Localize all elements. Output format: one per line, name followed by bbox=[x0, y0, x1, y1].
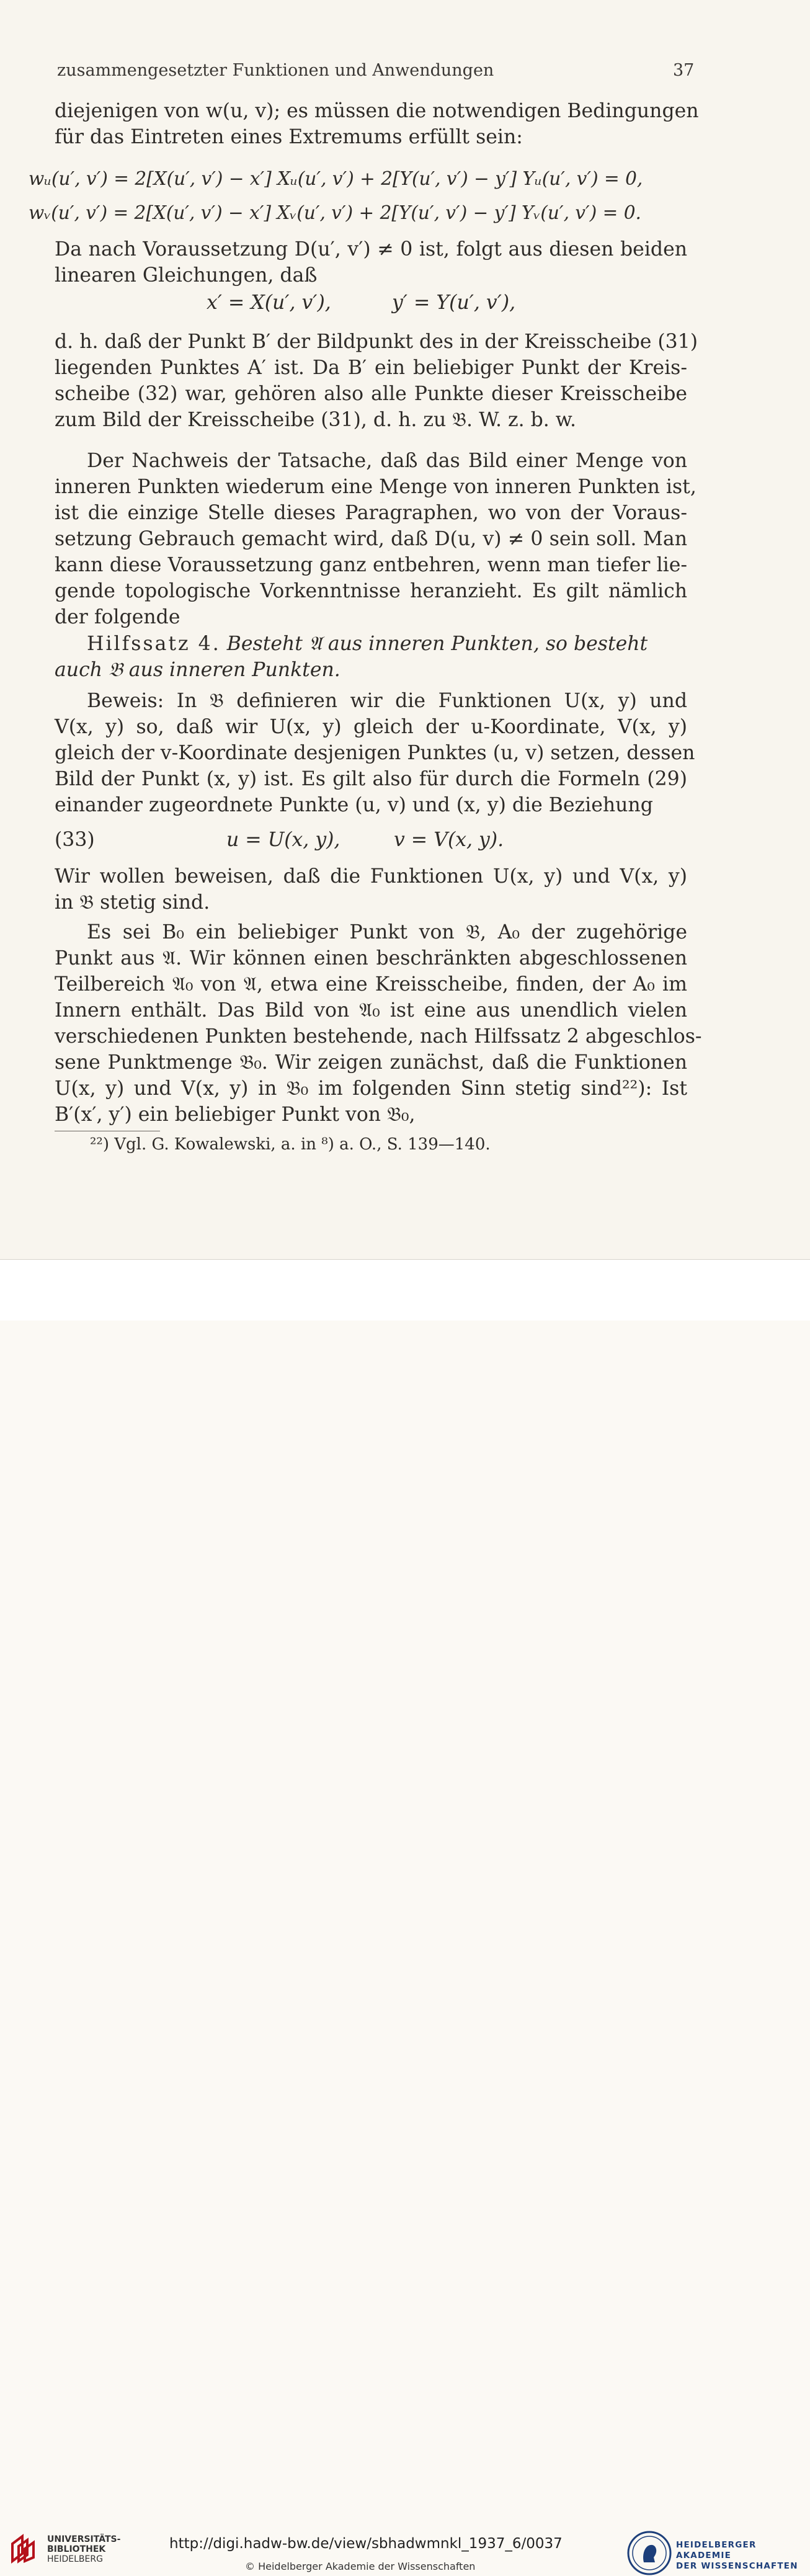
text-line: diejenigen von w(u, v); es müssen die notwendigen Bedingungen bbox=[55, 100, 699, 122]
lemma-label: Hilfssatz 4. bbox=[87, 633, 221, 655]
text-line: in 𝔅 stetig sind. bbox=[55, 891, 210, 914]
text-line: kann diese Voraussetzung ganz entbehren, wenn man tiefer lie- bbox=[55, 554, 687, 576]
text-line: U(x, y) und V(x, y) in 𝔅₀ im folgenden Sinn stetig sind²²): Ist bbox=[55, 1077, 687, 1100]
text-line: Beweis: In 𝔅 definieren wir die Funktionen U(x, y) und bbox=[87, 690, 687, 712]
academy-seal-icon bbox=[626, 2530, 672, 2576]
text-line: ist die einzige Stelle dieses Paragraphen, wo von der Voraus- bbox=[55, 502, 687, 524]
academy-name-line: HEIDELBERGER AKADEMIE bbox=[676, 2540, 757, 2560]
university-library-logo-icon bbox=[9, 2533, 41, 2565]
copyright-notice: © Heidelberger Akademie der Wissenschaften bbox=[245, 2560, 476, 2572]
lemma-text-cont: auch 𝔅 aus inneren Punkten. bbox=[55, 659, 340, 681]
text-line: der folgende bbox=[55, 606, 180, 628]
text-line: scheibe (32) war, gehören also alle Punkte dieser Kreisscheibe bbox=[55, 383, 687, 405]
library-name bbox=[47, 2534, 120, 2564]
text-line: Punkt aus 𝔄. Wir können einen beschränkten abgeschlossenen bbox=[55, 947, 687, 969]
text-line: liegenden Punktes A′ ist. Da B′ ein beliebiger Punkt der Kreis- bbox=[55, 357, 687, 379]
text-line: Teilbereich 𝔄₀ von 𝔄, etwa eine Kreisscheibe, finden, der A₀ im bbox=[55, 973, 687, 996]
text-line: V(x, y) so, daß wir U(x, y) gleich der u-Koordinate, V(x, y) bbox=[55, 716, 687, 738]
text-line: Innern enthält. Das Bild von 𝔄₀ ist eine aus unendlich vielen bbox=[55, 999, 687, 1022]
text-line: verschiedenen Punkten bestehende, nach Hilfssatz 2 abgeschlos- bbox=[55, 1025, 702, 1048]
library-name-line: HEIDELBERG bbox=[47, 2554, 103, 2564]
text-line: d. h. daß der Punkt B′ der Bildpunkt des in der Kreisscheibe (31) bbox=[55, 331, 698, 353]
text-line: für das Eintreten eines Extremums erfüllt sein: bbox=[55, 126, 523, 148]
library-name-line: BIBLIOTHEK bbox=[47, 2544, 106, 2554]
lemma-line bbox=[87, 631, 687, 657]
lemma-text: Besteht 𝔄 aus inneren Punkten, so besteht bbox=[226, 633, 648, 655]
text-line: linearen Gleichungen, daß bbox=[55, 264, 318, 287]
equation-number: (33) bbox=[55, 829, 95, 851]
text-line: B′(x′, y′) ein beliebiger Punkt von 𝔅₀, bbox=[55, 1103, 416, 1126]
equation-v: v = V(x, y). bbox=[394, 829, 504, 851]
text-line: Der Nachweis der Tatsache, daß das Bild einer Menge von bbox=[87, 450, 687, 472]
equation-x: x′ = X(u′, v′), bbox=[207, 292, 331, 314]
text-line: sene Punktmenge 𝔅₀. Wir zeigen zunächst, daß die Funktionen bbox=[55, 1051, 687, 1074]
running-title: zusammengesetzter Funktionen und Anwendungen bbox=[57, 61, 494, 80]
footnote: ²²) Vgl. G. Kowalewski, a. in ⁸) a. O., S. 139—140. bbox=[90, 1135, 491, 1154]
footer-bar bbox=[0, 1259, 810, 2572]
text-line: Bild der Punkt (x, y) ist. Es gilt also für durch die Formeln (29) bbox=[55, 768, 687, 790]
text-line: gleich der v-Koordinate desjenigen Punktes (u, v) setzen, dessen bbox=[55, 742, 695, 764]
text-line: Es sei B₀ ein beliebiger Punkt von 𝔅, A₀ der zugehörige bbox=[87, 921, 687, 943]
text-line: Wir wollen beweisen, daß die Funktionen U(x, y) und V(x, y) bbox=[55, 865, 687, 888]
equation-y: y′ = Y(u′, v′), bbox=[392, 292, 516, 314]
text-line: gende topologische Vorkenntnisse heranzieht. Es gilt nämlich bbox=[55, 580, 687, 602]
equation-wv: wᵥ(u′, v′) = 2[X(u′, v′) − x′] Xᵥ(u′, v′) + 2[Y(u′, v′) − y′] Yᵥ(u′, v′) = 0. bbox=[29, 202, 641, 223]
text-line: inneren Punkten wiederum eine Menge von inneren Punkten ist, bbox=[55, 476, 697, 498]
academy-name bbox=[676, 2540, 810, 2572]
text-line: einander zugeordnete Punkte (u, v) und (x, y) die Beziehung bbox=[55, 794, 653, 816]
equation-u: u = U(x, y), bbox=[226, 829, 340, 851]
source-url-link[interactable]: http://digi.hadw-bw.de/view/sbhadwmnkl_1937_6/0037 bbox=[169, 2536, 563, 2552]
text-line: Da nach Voraussetzung D(u′, v′) ≠ 0 ist, folgt aus diesen beiden bbox=[55, 238, 687, 261]
text-line: zum Bild der Kreisscheibe (31), d. h. zu 𝔅. W. z. b. w. bbox=[55, 409, 577, 431]
text-line: setzung Gebrauch gemacht wird, daß D(u, v) ≠ 0 sein soll. Man bbox=[55, 528, 687, 550]
library-name-line: UNIVERSITÄTS- bbox=[47, 2534, 121, 2544]
scanned-page bbox=[0, 0, 810, 1259]
academy-name-line: DER WISSENSCHAFTEN bbox=[676, 2561, 798, 2571]
equation-wu: wᵤ(u′, v′) = 2[X(u′, v′) − x′] Xᵤ(u′, v′) + 2[Y(u′, v′) − y′] Yᵤ(u′, v′) = 0, bbox=[29, 168, 643, 189]
page-number: 37 bbox=[673, 61, 695, 80]
